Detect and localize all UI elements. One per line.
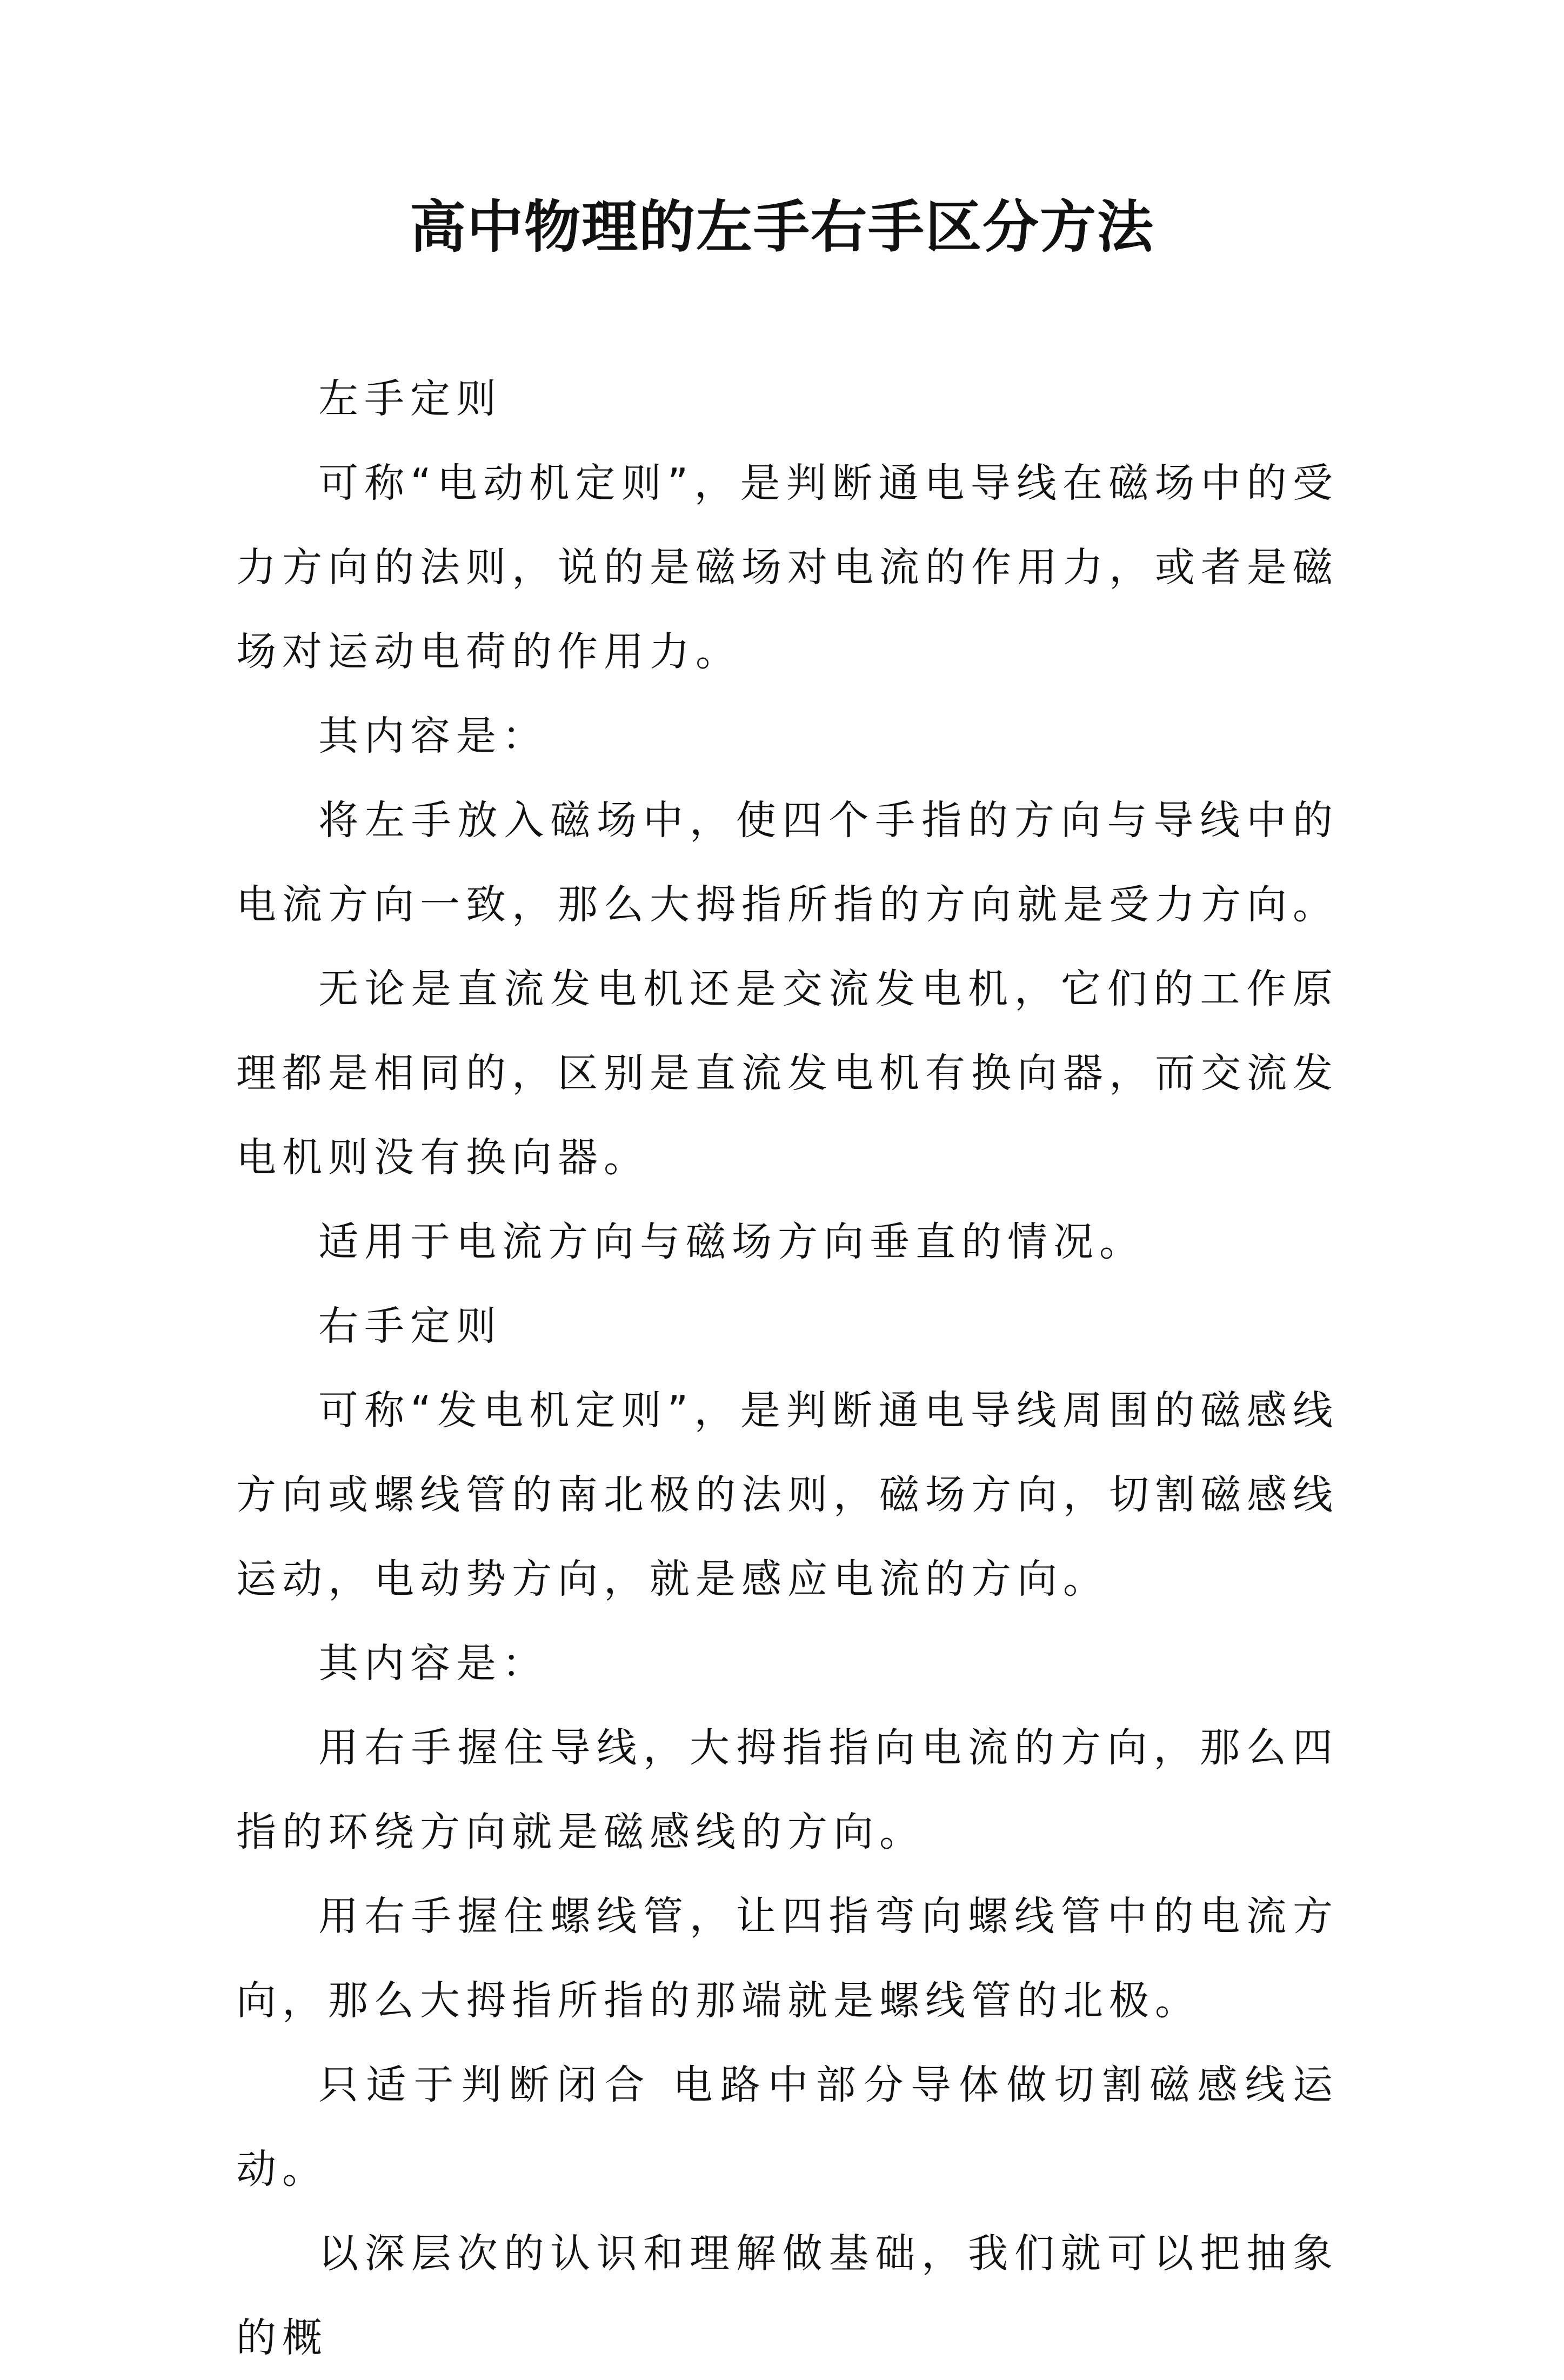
paragraph: 用右手握住螺线管，让四指弯向螺线管中的电流方向，那么大拇指所指的那端就是螺线管的北极。 [236,1893,1339,2024]
section-heading-left-hand-rule: 左手定则 [318,376,502,422]
paragraph: 将左手放入磁场中，使四个手指的方向与导线中的电流方向一致，那么大拇指所指的方向就是受力方向。 [236,797,1339,928]
paragraph: 其内容是： [318,713,548,759]
paragraph: 可称“发电机定则”，是判断通电导线周围的磁感线方向或螺线管的南北极的法则，磁场方向，切割磁感线运动，电动势方向，就是感应电流的方向。 [236,1387,1339,1602]
paragraph: 其内容是： [318,1640,548,1687]
paragraph: 只适于判断闭合 电路中部分导体做切割磁感线运动。 [236,2062,1339,2192]
document-body [236,357,1339,2380]
document-title: 高中物理的左手右手区分方法 [409,193,1154,260]
paragraph: 以深层次的认识和理解做基础，我们就可以把抽象的概 [236,2230,1339,2361]
paragraph: 用右手握住导线，大拇指指向电流的方向，那么四指的环绕方向就是磁感线的方向。 [236,1724,1339,1855]
paragraph: 适用于电流方向与磁场方向垂直的情况。 [318,1219,1145,1265]
paragraph: 无论是直流发电机还是交流发电机，它们的工作原理都是相同的，区别是直流发电机有换向器，而交流发电机则没有换向器。 [236,966,1339,1181]
section-heading-right-hand-rule: 右手定则 [318,1303,502,1349]
paragraph: 可称“电动机定则”，是判断通电导线在磁场中的受力方向的法则，说的是磁场对电流的作用力，或者是磁场对运动电荷的作用力。 [236,460,1339,675]
